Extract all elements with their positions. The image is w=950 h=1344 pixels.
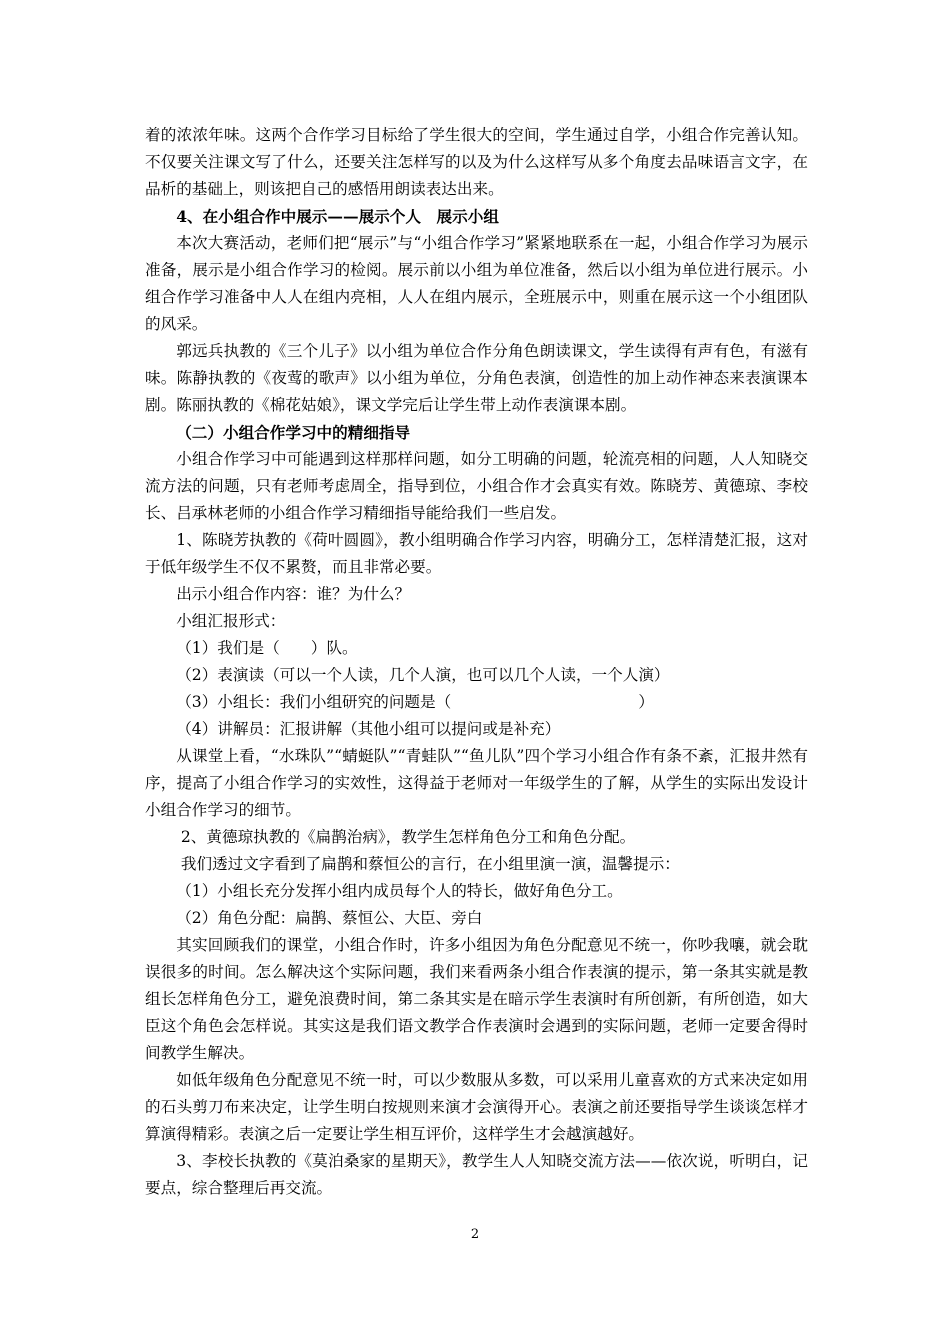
list-item: （2）表演读（可以一个人读，几个人演，也可以几个人读，一个人演） xyxy=(176,666,670,684)
paragraph: 本次大赛活动，老师们把“展示”与“小组合作学习”紧紧地联系在一起，小组合作学习为展示准备，展示是小组合作学习的检阅。展示前以小组为单位准备，然后以小组为单位进行展示。小组合作学习准备中人人在组内亮相，人人在组内展示，全班展示中，则重在展示这一个小组团队的风采。 xyxy=(145,234,808,333)
paragraph-continuation: 着的浓浓年味。这两个合作学习目标给了学生很大的空间，学生通过自学，小组合作完善认知。不仅要关注课文写了什么，还要关注怎样写的以及为什么这样写从多个角度去品味语言文字，在品析的基础上，则该把自己的感悟用朗读表达出来。 xyxy=(145,126,808,198)
paragraph: 小组合作学习中可能遇到这样那样问题，如分工明确的问题，轮流亮相的问题，人人知晓交流方法的问题，只有老师考虑周全，指导到位，小组合作才会真实有效。陈晓芳、黄德琼、李校长、吕承林老师的小组合作学习精细指导能给我们一些启发。 xyxy=(145,450,808,522)
list-item: （4）讲解员：汇报讲解（其他小组可以提问或是补充） xyxy=(176,720,561,738)
paragraph: 郭远兵执教的《三个儿子》以小组为单位合作分角色朗读课文，学生读得有声有色，有滋有味。陈静执教的《夜莺的歌声》以小组为单位，分角色表演，创造性的加上动作神态来表演课本剧。陈丽执教的《棉花姑娘》，课文学完后让学生带上动作表演课本剧。 xyxy=(145,342,808,414)
paragraph: 2、黄德琼执教的《扁鹊治病》，教学生怎样角色分工和角色分配。 xyxy=(180,828,636,846)
paragraph: 从课堂上看，“水珠队”“蜻蜓队”“青蛙队”“鱼儿队”四个学习小组合作有条不紊，汇报井然有序，提高了小组合作学习的实效性，这得益于老师对一年级学生的了解，从学生的实际出发设计小组合作学习的细节。 xyxy=(145,747,808,819)
paragraph: 1、陈晓芳执教的《荷叶圆圆》，教小组明确合作学习内容，明确分工，怎样清楚汇报，这对于低年级学生不仅不累赘，而且非常必要。 xyxy=(145,531,808,576)
list-item: （2）角色分配：扁鹊、蔡恒公、大臣、旁白 xyxy=(176,909,483,927)
paragraph: 3、李校长执教的《莫泊桑家的星期天》，教学生人人知晓交流方法——依次说，听明白，记要点，综合整理后再交流。 xyxy=(145,1152,808,1197)
list-item: 出示小组合作内容：谁？为什么？ xyxy=(176,585,411,603)
list-item: （1）我们是（ ）队。 xyxy=(176,639,358,657)
page-number: 2 xyxy=(470,1227,480,1242)
list-item: （3）小组长：我们小组研究的问题是（ ） xyxy=(176,693,654,711)
paragraph: 我们透过文字看到了扁鹊和蔡恒公的言行，在小组里演一演，温馨提示： xyxy=(180,855,680,873)
section-heading-4: 4、在小组合作中展示——展示个人 展示小组 xyxy=(176,207,499,226)
paragraph: 如低年级角色分配意见不统一时，可以少数服从多数，可以采用儿童喜欢的方式来决定如用的石头剪刀布来决定，让学生明白按规则来演才会演得开心。表演之前还要指导学生谈谈怎样才算演得精彩。表演之后一定要让学生相互评价，这样学生才会越演越好。 xyxy=(145,1071,808,1143)
list-item: 小组汇报形式： xyxy=(176,612,286,630)
paragraph: 其实回顾我们的课堂，小组合作时，许多小组因为角色分配意见不统一，你吵我嚷，就会耽误很多的时间。怎么解决这个实际问题，我们来看两条小组合作表演的提示，第一条其实就是教组长怎样角色分工，避免浪费时间，第二条其实是在暗示学生表演时有所创新，有所创造，如大臣这个角色会怎样说。其实这是我们语文教学合作表演时会遇到的实际问题，老师一定要舍得时间教学生解决。 xyxy=(145,936,808,1062)
list-item: （1）小组长充分发挥小组内成员每个人的特长，做好角色分工。 xyxy=(176,882,623,900)
section-heading-2: （二）小组合作学习中的精细指导 xyxy=(176,423,411,442)
